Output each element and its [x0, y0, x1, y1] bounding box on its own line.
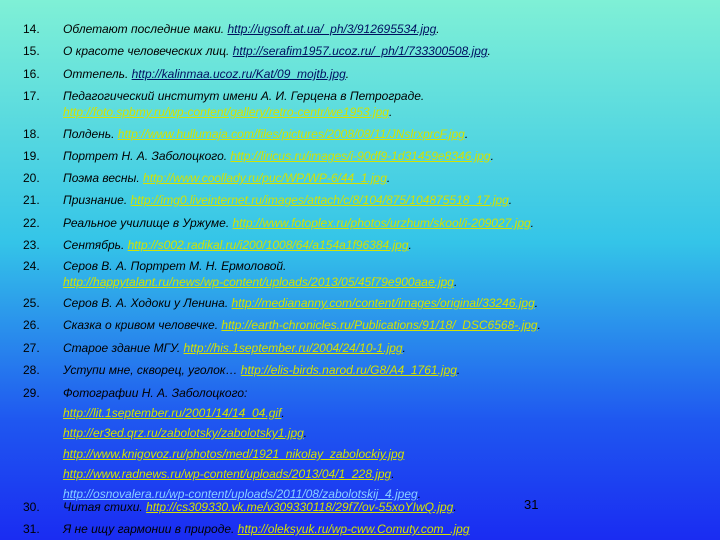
- item-suffix: .: [490, 149, 494, 163]
- item-link[interactable]: http://er3ed.qrz.ru/zabolotsky/zabolotsky1.jpg: [63, 426, 304, 440]
- item-link[interactable]: http://kalinmaa.ucoz.ru/Kat/09_mojtb.jpg: [131, 67, 346, 81]
- item-number: 31.: [23, 522, 40, 536]
- item-link[interactable]: http://img0.liveinternet.ru/images/attach/c/8/104/875/104875518_17.jpg: [130, 193, 509, 207]
- item-number: 14.: [23, 22, 40, 36]
- item-link[interactable]: http://www.hullumaja.com/files/pictures/2008/08/11/JNslrxprcF.jpg: [117, 127, 465, 141]
- item-title: Читая стихи.: [63, 500, 147, 514]
- item-suffix: .: [436, 22, 440, 36]
- item-suffix: .: [534, 296, 539, 310]
- item-title: Уступи мне, скворец, уголок…: [63, 363, 241, 377]
- item-number: 24.: [23, 259, 40, 273]
- item-title: Серов В. А. Ходоки у Ленина.: [63, 296, 232, 310]
- item-suffix: .: [408, 238, 412, 252]
- item-title: Педагогический институт имени А. И. Герцена в Петрограде.: [63, 89, 425, 103]
- item-link[interactable]: http://happytalant.ru/news/wp-content/uploads/2013/05/45f79e900aae.jpg: [63, 275, 454, 289]
- item-link[interactable]: http://his.1september.ru/2004/24/10-1.jpg: [183, 341, 403, 355]
- item-title: Портрет Н. А. Заболоцкого.: [63, 149, 231, 163]
- item-suffix: .: [487, 44, 491, 58]
- item-title: О красоте человеческих лиц.: [63, 44, 233, 58]
- item-suffix: .: [453, 275, 458, 289]
- item-link[interactable]: http://ugsoft.at.ua/_ph/3/912695534.jpg: [227, 22, 437, 36]
- item-suffix: .: [281, 406, 285, 420]
- item-link[interactable]: http://earth-chronicles.ru/Publications/91/18/_DSC6568-.jpg: [221, 318, 538, 332]
- item-title: Поэма весны.: [63, 171, 144, 185]
- item-suffix: .: [388, 105, 393, 119]
- item-number: 25.: [23, 296, 40, 310]
- item-number: 30.: [23, 500, 40, 514]
- item-number: 21.: [23, 193, 40, 207]
- item-suffix: .: [537, 318, 541, 332]
- page-number: 31: [524, 497, 539, 512]
- item-suffix: .: [530, 216, 535, 230]
- item-number: 15.: [23, 44, 40, 58]
- item-number: 22.: [23, 216, 40, 230]
- item-link[interactable]: http://osnovalera.ru/wp-content/uploads/2011/08/zabolotskij_4.jpeg: [63, 487, 418, 501]
- item-title: Оттепель.: [63, 67, 132, 81]
- item-number: 16.: [23, 67, 40, 81]
- item-number: 18.: [23, 127, 40, 141]
- item-link[interactable]: http://s002.radikal.ru/i200/1008/64/a154a1f96384.jpg: [127, 238, 409, 252]
- item-suffix: .: [456, 363, 461, 377]
- item-number: 29.: [23, 386, 40, 400]
- item-link[interactable]: http://www.radnews.ru/wp-content/uploads/2013/04/1_228.jpg: [63, 467, 392, 481]
- item-link[interactable]: http://cs309330.vk.me/v309330118/29f7/ov-55xoYIwQ.jpg: [146, 500, 454, 514]
- item-title: Признание.: [63, 193, 131, 207]
- item-number: 26.: [23, 318, 40, 332]
- item-title: Сказка о кривом человечке.: [63, 318, 222, 332]
- item-title: Серов В. А. Портрет М. Н. Ермоловой.: [63, 259, 287, 273]
- item-title: Сентябрь.: [63, 238, 128, 252]
- item-link[interactable]: http://www.coollady.ru/puc/WP/WP-6/44_1.jpg: [143, 171, 387, 185]
- item-link[interactable]: http://liricus.ru/images/i-90df9-1d31459e8346.jpg: [230, 149, 491, 163]
- item-title: Облетают последние маки.: [63, 22, 228, 36]
- item-suffix: .: [417, 487, 422, 501]
- item-link[interactable]: http://foto.spbmy.ru/wp-content/gallery/retro-centr/we1953.jpg: [63, 105, 389, 119]
- item-suffix: .: [303, 426, 308, 440]
- item-suffix: .: [386, 171, 391, 185]
- item-title: Я не ищу гармонии в природе.: [63, 522, 238, 536]
- item-suffix: .: [391, 467, 395, 481]
- item-number: 17.: [23, 89, 40, 103]
- item-link[interactable]: http://www.knigovoz.ru/photos/med/1921_nikolay_zabolockiy.jpg: [63, 447, 405, 461]
- item-title: Полдень.: [63, 127, 118, 141]
- item-title: Реальное училище в Уржуме.: [63, 216, 233, 230]
- item-link[interactable]: http://elis-birds.narod.ru/G8/A4_1761.jpg: [240, 363, 457, 377]
- item-suffix: .: [453, 500, 457, 514]
- item-link[interactable]: http://www.fotoplex.ru/photos/urzhum/skool/i-209027.jpg: [232, 216, 531, 230]
- item-number: 27.: [23, 341, 40, 355]
- item-suffix: .: [464, 127, 469, 141]
- item-number: 20.: [23, 171, 40, 185]
- item-link[interactable]: http://mediananny.com/content/images/original/33246.jpg: [231, 296, 535, 310]
- item-suffix: .: [345, 67, 350, 81]
- item-suffix: .: [508, 193, 513, 207]
- item-link[interactable]: http://oleksyuk.ru/wp-cww.Comuty.com_.jpg: [237, 522, 470, 536]
- item-number: 28.: [23, 363, 40, 377]
- item-number: 23.: [23, 238, 40, 252]
- item-link[interactable]: http://lit.1september.ru/2001/14/14_04.gif: [63, 406, 282, 420]
- item-title: Старое здание МГУ.: [63, 341, 184, 355]
- item-link[interactable]: http://serafim1957.ucoz.ru/_ph/1/733300508.jpg: [232, 44, 488, 58]
- item-suffix: .: [402, 341, 406, 355]
- item-title: Фотографии Н. А. Заболоцкого:: [63, 386, 248, 400]
- item-number: 19.: [23, 149, 40, 163]
